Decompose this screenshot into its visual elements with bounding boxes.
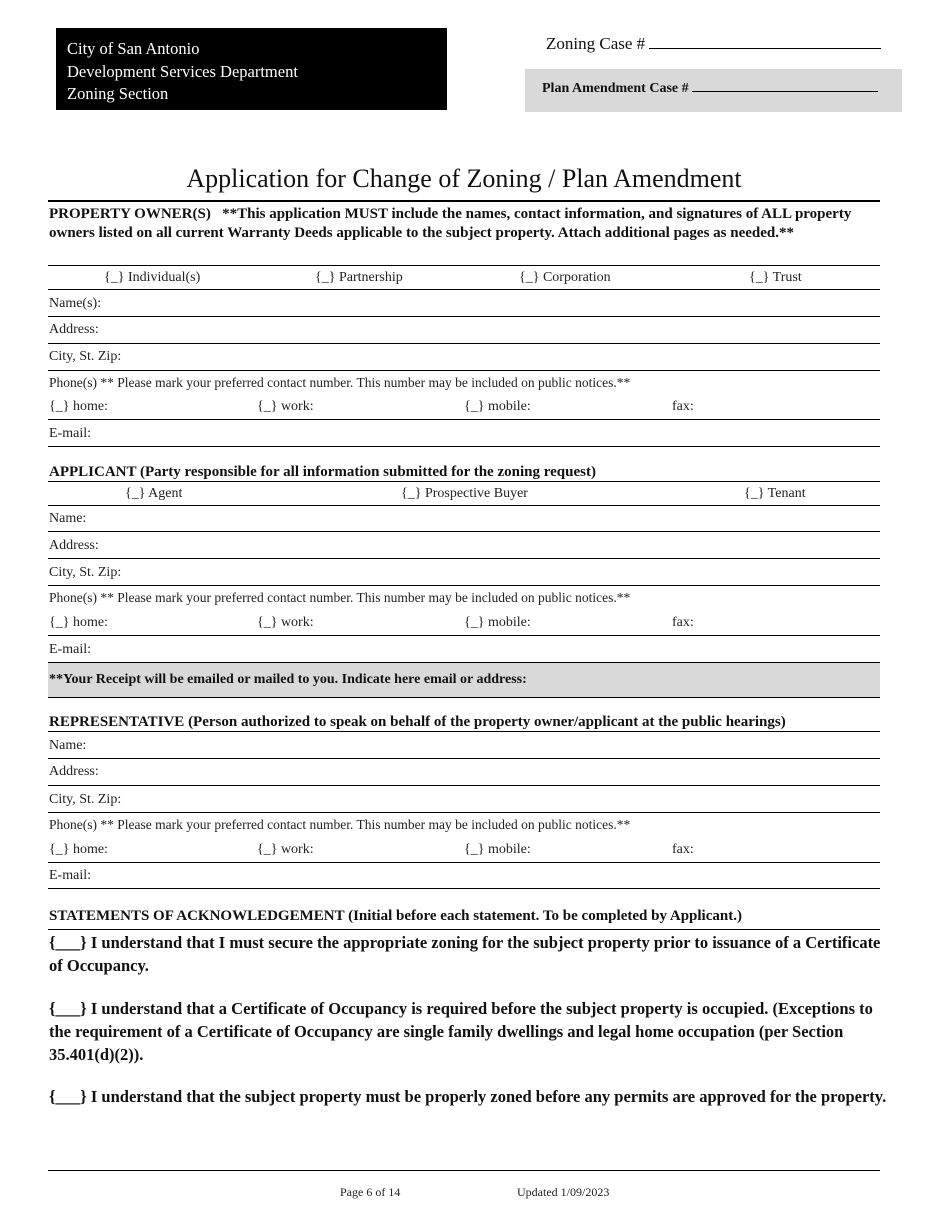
divider xyxy=(48,862,880,863)
representative-heading-label: REPRESENTATIVE xyxy=(49,714,185,730)
owner-name-field[interactable]: Name(s): xyxy=(49,296,102,311)
owner-type-partnership[interactable]: {_} Partnership xyxy=(315,270,403,285)
representative-heading-desc: (Person authorized to speak on behalf of the property owner/applicant at the public hearings) xyxy=(188,714,786,730)
owner-phone-label: Phone(s) ** Please mark your preferred contact number. This number may be included on public notices.** xyxy=(49,375,631,390)
representative-phone-work[interactable]: {_} work: xyxy=(257,842,314,857)
zoning-case-input-line[interactable] xyxy=(649,34,881,49)
receipt-note: **Your Receipt will be emailed or mailed to you. Indicate here email or address: xyxy=(49,672,527,687)
owner-address-field[interactable]: Address: xyxy=(49,322,99,337)
representative-section-heading xyxy=(49,713,879,732)
divider xyxy=(48,316,880,317)
owner-heading-label: PROPERTY OWNER(S) xyxy=(49,206,211,222)
owner-heading-rule xyxy=(48,265,880,266)
owner-phone-work[interactable]: {_} work: xyxy=(257,399,314,414)
zoning-case-label: Zoning Case # xyxy=(546,34,646,53)
divider xyxy=(48,785,880,786)
representative-phone-label: Phone(s) ** Please mark your preferred contact number. This number may be included on public notices.** xyxy=(49,817,631,832)
representative-phone-home[interactable]: {_} home: xyxy=(49,842,108,857)
owner-notice: **This application MUST include the names, contact information, and signatures of ALL property owners listed on all current Warranty Deeds applicable to the subject property. Attach additional pages as needed.** xyxy=(49,206,852,241)
divider xyxy=(48,531,880,532)
applicant-phone-fax[interactable]: fax: xyxy=(672,615,694,630)
representative-phone-mobile[interactable]: {_} mobile: xyxy=(464,842,531,857)
divider xyxy=(48,370,880,371)
representative-address-field[interactable]: Address: xyxy=(49,764,99,779)
owner-email-field[interactable]: E-mail: xyxy=(49,426,91,441)
applicant-type-buyer[interactable]: {_} Prospective Buyer xyxy=(401,486,528,501)
dept-line-city: City of San Antonio xyxy=(67,39,200,58)
owner-section-heading xyxy=(49,205,879,243)
divider xyxy=(48,419,880,420)
divider xyxy=(48,505,880,506)
applicant-heading-rule xyxy=(48,481,880,482)
acknowledgement-heading-label: STATEMENTS OF ACKNOWLEDGEMENT xyxy=(49,908,345,924)
divider xyxy=(48,289,880,290)
acknowledgement-heading-rule xyxy=(48,929,880,930)
owner-phone-mobile[interactable]: {_} mobile: xyxy=(464,399,531,414)
applicant-address-field[interactable]: Address: xyxy=(49,538,99,553)
applicant-phone-label: Phone(s) ** Please mark your preferred contact number. This number may be included on public notices.** xyxy=(49,590,631,605)
owner-phone-fax[interactable]: fax: xyxy=(672,399,694,414)
owner-type-trust[interactable]: {_} Trust xyxy=(749,270,802,285)
dept-line-department: Development Services Department xyxy=(67,61,298,81)
owner-phone-home[interactable]: {_} home: xyxy=(49,399,108,414)
applicant-phone-home[interactable]: {_} home: xyxy=(49,615,108,630)
divider xyxy=(48,812,880,813)
acknowledgement-statement-1[interactable]: {___} I understand that I must secure the appropriate zoning for the subject property prior to issuance of a Certificate of Occupancy. xyxy=(49,933,881,975)
acknowledgement-section-heading xyxy=(49,907,879,926)
divider xyxy=(48,888,880,889)
plan-amendment-input-line[interactable] xyxy=(692,81,878,92)
divider xyxy=(48,585,880,586)
zoning-case-field xyxy=(546,34,881,54)
divider xyxy=(48,635,880,636)
applicant-city-field[interactable]: City, St. Zip: xyxy=(49,565,122,580)
acknowledgement-statement-2[interactable]: {___} I understand that a Certificate of Occupancy is required before the subject property is occupied. (Exceptions to the requirement of a Certificate of Occupancy are single family dwellings and legal home occupation (per Section 35.401(d)(2)). xyxy=(49,999,873,1064)
applicant-type-tenant[interactable]: {_} Tenant xyxy=(744,486,806,501)
department-header-box xyxy=(56,28,447,110)
owner-type-corporation[interactable]: {_} Corporation xyxy=(519,270,611,285)
divider xyxy=(48,446,880,447)
representative-phone-fax[interactable]: fax: xyxy=(672,842,694,857)
divider xyxy=(48,343,880,344)
applicant-type-agent[interactable]: {_} Agent xyxy=(125,486,183,501)
updated-date: Updated 1/09/2023 xyxy=(517,1185,610,1199)
divider xyxy=(48,758,880,759)
owner-type-individual[interactable]: {_} Individual(s) xyxy=(104,270,201,285)
representative-city-field[interactable]: City, St. Zip: xyxy=(49,792,122,807)
representative-name-field[interactable]: Name: xyxy=(49,738,87,753)
acknowledgement-statement-3[interactable]: {___} I understand that the subject property must be properly zoned before any permits are approved for the property. xyxy=(49,1087,887,1106)
plan-amendment-box xyxy=(525,69,902,112)
representative-heading-rule xyxy=(48,731,880,732)
dept-line-section: Zoning Section xyxy=(67,84,169,103)
owner-city-field[interactable]: City, St. Zip: xyxy=(49,349,122,364)
applicant-section-heading: APPLICANT (Party responsible for all information submitted for the zoning request) xyxy=(49,464,596,480)
page-number: Page 6 of 14 xyxy=(340,1185,401,1199)
plan-amendment-label: Plan Amendment Case # xyxy=(542,81,689,96)
acknowledgement-heading-desc: (Initial before each statement. To be completed by Applicant.) xyxy=(348,908,742,924)
applicant-email-field[interactable]: E-mail: xyxy=(49,642,91,657)
applicant-name-field[interactable]: Name: xyxy=(49,511,87,526)
footer-rule xyxy=(48,1170,880,1171)
title-rule xyxy=(48,200,880,202)
representative-email-field[interactable]: E-mail: xyxy=(49,868,91,883)
applicant-phone-mobile[interactable]: {_} mobile: xyxy=(464,615,531,630)
applicant-phone-work[interactable]: {_} work: xyxy=(257,615,314,630)
divider xyxy=(48,558,880,559)
form-title: Application for Change of Zoning / Plan Amendment xyxy=(186,164,742,193)
